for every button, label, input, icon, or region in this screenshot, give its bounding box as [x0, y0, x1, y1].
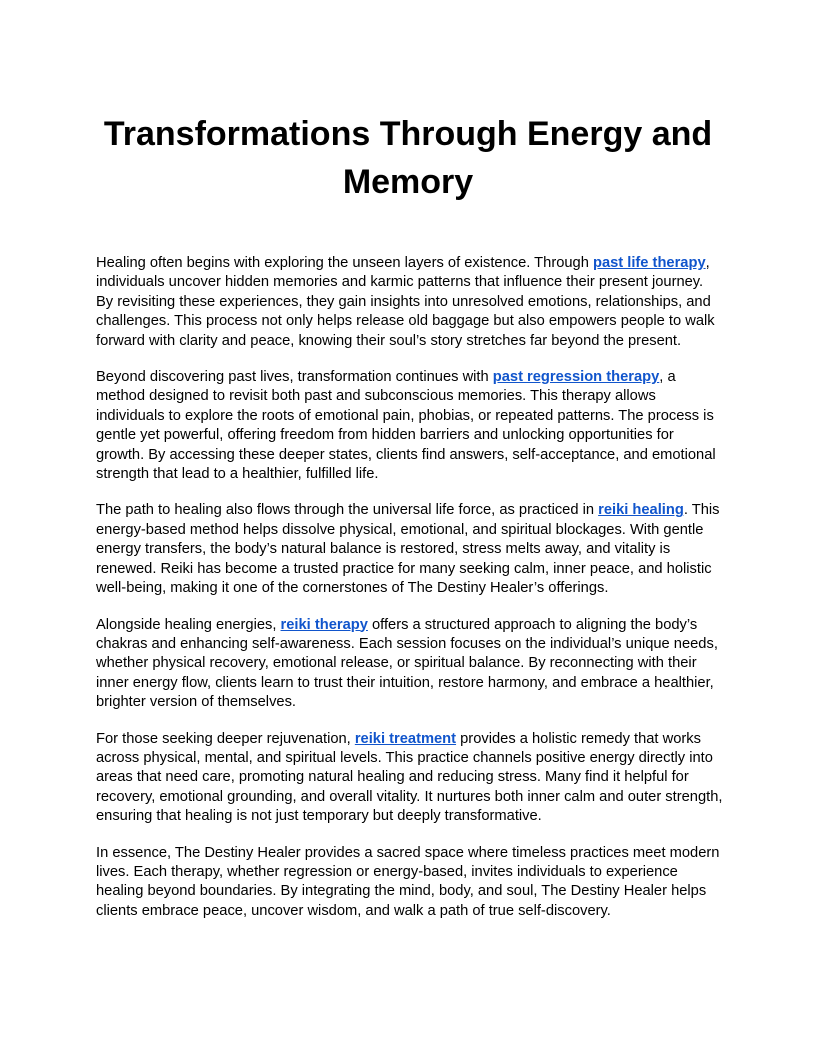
page-title: Transformations Through Energy and Memory — [103, 115, 713, 201]
link-reiki-therapy[interactable]: reiki therapy — [280, 616, 368, 633]
paragraph-conclusion — [96, 844, 724, 922]
link-reiki-treatment[interactable]: reiki treatment — [354, 730, 457, 747]
paragraph-text: Alongside healing energies, — [96, 616, 281, 633]
paragraph-past-life-therapy — [96, 254, 724, 351]
link-past-life-therapy[interactable]: past life therapy — [592, 255, 706, 271]
paragraph-reiki-therapy — [96, 616, 724, 713]
paragraph-past-regression-therapy — [96, 368, 724, 484]
paragraph-text: , a method designed to revisit both past and subconscious memories. This therapy allows individuals to explore the roots of emotional pain, phobias, or repeated patterns. The process is gentle yet powerful, offering freedom from hidden barriers and unlocking opportunities for growth. By accessing these deeper states, clients find answers, self-acceptance, and emotional strength that lead to a healthier, fulfilled life. — [96, 369, 716, 483]
paragraph-text: . This energy-based method helps dissolve physical, emotional, and spiritual blockages. With gentle energy transfers, the body’s natural balance is restored, stress melts away, and vitality is renewed. Reiki has become a trusted practice for many seeking calm, inner peace, and holistic well-being, making it one of the cornerstones of The Destiny Healer’s offerings. — [96, 502, 720, 597]
paragraph-text: Healing often begins with exploring the unseen layers of existence. Through — [96, 255, 593, 271]
paragraph-reiki-healing — [96, 501, 724, 598]
paragraph-text: For those seeking deeper rejuvenation, — [96, 730, 355, 747]
paragraph-text: provides a holistic remedy that works across physical, mental, and spiritual levels. This practice channels positive energy directly into areas that need care, promoting natural healing and reducing stress. Many find it helpful for recovery, emotional grounding, and overall vitality. It nurtures both inner calm and outer strength, ensuring that healing is not just temporary but deeply transformative. — [96, 730, 723, 825]
paragraph-text: offers a structured approach to aligning the body’s chakras and enhancing self-awareness. Each session focuses on the individual’s unique needs, whether physical recovery, emotional release, or spiritual balance. By reconnecting with their inner energy flow, clients learn to trust their intuition, restore harmony, and embrace a healthier, brighter version of themselves. — [96, 616, 718, 711]
paragraph-text: Beyond discovering past lives, transformation continues with — [96, 369, 493, 386]
paragraph-text: In essence, The Destiny Healer provides a sacred space where timeless practices meet modern lives. Each therapy, whether regression or energy-based, invites individuals to experience healing beyond boundaries. By integrating the mind, body, and soul, The Destiny Healer helps clients embrace peace, uncover wisdom, and walk a path of true self-discovery. — [96, 844, 720, 919]
document-body — [96, 254, 724, 938]
link-past-regression-therapy[interactable]: past regression therapy — [492, 369, 660, 386]
paragraph-reiki-treatment — [96, 730, 724, 827]
link-reiki-healing[interactable]: reiki healing — [598, 502, 684, 519]
paragraph-text: , individuals uncover hidden memories and karmic patterns that influence their present journey. By revisiting these experiences, they gain insights into unresolved emotions, relationships, and challenges. This process not only helps release old baggage but also empowers people to walk forward with clarity and peace, knowing their soul’s story stretches far beyond the present. — [96, 255, 715, 349]
paragraph-text: The path to healing also flows through the universal life force, as practiced in — [96, 502, 599, 519]
